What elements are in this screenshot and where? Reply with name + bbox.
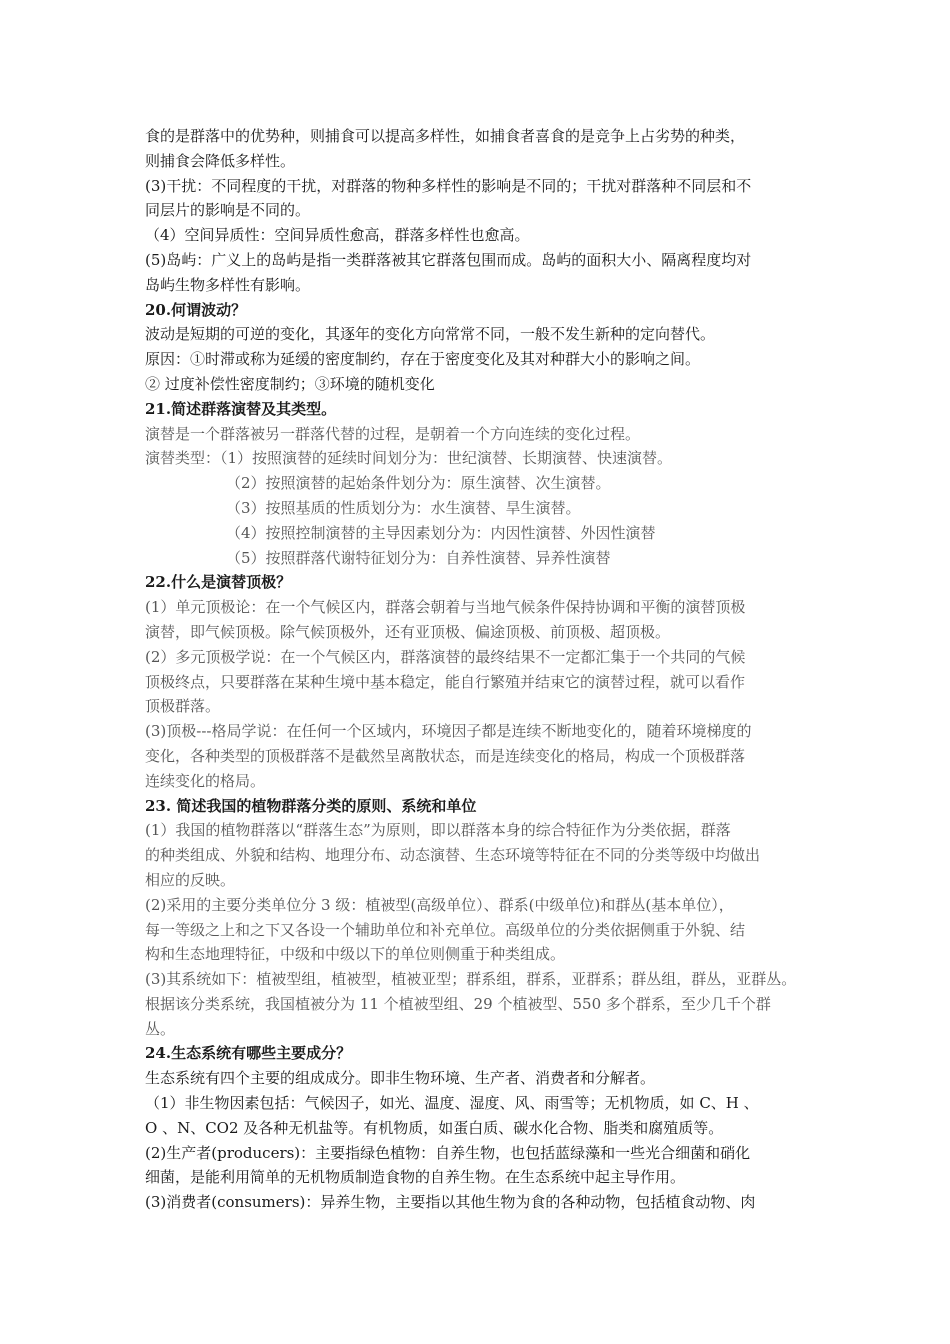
text-line: 波动是短期的可逆的变化，其逐年的变化方向常常不同，一般不发生新种的定向替代。 [145,325,716,344]
text-line: 相应的反映。 [145,870,236,889]
text-line: 演替类型：（1）按照演替的延续时间划分为：世纪演替、长期演替、快速演替。 [145,449,673,468]
question-heading-24: 24.生态系统有哪些主要成分？ [145,1044,352,1063]
text-line: (2）多元顶极学说：在一个气候区内，群落演替的最终结果不一定都汇集于一个共同的气候 [145,647,746,666]
text-line: 细菌，是能利用简单的无机物质制造食物的自养生物。在生态系统中起主导作用。 [145,1168,686,1187]
text-line: 食的是群落中的优势种，则捕食可以提高多样性，如捕食者喜食的是竞争上占劣势的种类， [145,127,746,145]
text-line: O 、N、CO2 及各种无机盐等。有机物质，如蛋白质、碳水化合物、脂类和腐殖质等。 [145,1118,724,1137]
text-line: 则捕食会降低多样性。 [145,151,296,170]
text-line: （4）按照控制演替的主导因素划分为：内因性演替、外因性演替 [226,523,656,542]
text-line: （5）按照群落代谢特征划分为：自养性演替、异养性演替 [226,548,611,567]
text-line: （3）按照基质的性质划分为：水生演替、旱生演替。 [226,498,581,517]
text-line: 丛。 [145,1019,176,1038]
question-heading-22: 22.什么是演替顶极？ [145,573,292,592]
text-line: 顶极终点，只要群落在某种生境中基本稳定，能自行繁殖并结束它的演替过程，就可以看作 [145,672,746,691]
text-line: 演替，即气候顶极。除气候顶极外，还有亚顶极、偏途顶极、前顶极、超顶极。 [145,622,671,641]
question-heading-20: 20.何谓波动？ [145,300,247,319]
text-line: (5)岛屿：广义上的岛屿是指一类群落被其它群落包围而成。岛屿的面积大小、隔离程度均对 [145,250,752,269]
text-line: 原因：①时滞或称为延缓的密度制约，存在于密度变化及其对种群大小的影响之间。 [145,350,701,369]
text-line: (3)干扰：不同程度的干扰，对群落的物种多样性的影响是不同的；干扰对群落种不同层和不 [145,176,752,195]
text-line: 演替是一个群落被另一群落代替的过程，是朝着一个方向连续的变化过程。 [145,424,641,443]
text-line: （4）空间异质性：空间异质性愈高，群落多样性也愈高。 [145,226,530,245]
text-line: 的种类组成、外貌和结构、地理分布、动态演替、生态环境等特征在不同的分类等级中均做出 [145,846,761,865]
text-line: 每一等级之上和之下又各设一个辅助单位和补充单位。高级单位的分类依据侧重于外貌、结 [145,920,746,939]
text-line: 生态系统有四个主要的组成成分。即非生物环境、生产者、消费者和分解者。 [145,1069,656,1088]
text-line: 连续变化的格局。 [145,771,266,790]
text-line: （1）非生物因素包括：气候因子，如光、温度、湿度、风、雨雪等；无机物质，如 C、H 、 [145,1094,759,1113]
question-heading-23: 23. 简述我国的植物群落分类的原则、系统和单位 [145,796,477,815]
text-line: (3)消费者(consumers)：异养生物，主要指以其他生物为食的各种动物，包括植食动物、肉 [145,1193,756,1212]
text-line: (2)生产者(producers)：主要指绿色植物：自养生物，也包括蓝绿藻和一些光合细菌和硝化 [145,1143,751,1162]
text-line: 根据该分类系统，我国植被分为 11 个植被型组、29 个植被型、550 多个群系，至少几千个群 [145,994,771,1013]
text-line: 顶极群落。 [145,697,221,716]
document-page [145,124,813,1215]
text-line: (1）我国的植物群落以“群落生态”为原则，即以群落本身的综合特征作为分类依据，群落 [145,821,731,840]
text-line: (2)采用的主要分类单位分 3 级：植被型(高级单位）、群系(中级单位)和群丛(基本单位）， [145,895,734,914]
text-line: 同层片的影响是不同的。 [145,201,311,220]
text-line: 岛屿生物多样性有影响。 [145,275,311,294]
text-line: 变化，各种类型的顶极群落不是截然呈离散状态，而是连续变化的格局，构成一个顶极群落 [145,746,746,765]
text-line: (3)顶极---格局学说：在任何一个区域内，环境因子都是连续不断地变化的，随着环境梯度的 [145,722,752,741]
text-line: ② 过度补偿性密度制约；③环境的随机变化 [145,374,435,393]
text-line: (3)其系统如下：植被型组，植被型，植被亚型；群系组，群系，亚群系；群丛组，群丛，亚群丛。 [145,970,797,989]
text-line: 构和生态地理特征，中级和中级以下的单位则侧重于种类组成。 [145,945,566,964]
text-line: （2）按照演替的起始条件划分为：原生演替、次生演替。 [226,474,611,493]
text-line: (1）单元顶极论：在一个气候区内，群落会朝着与当地气候条件保持协调和平衡的演替顶极 [145,598,746,617]
question-heading-21: 21.简述群落演替及其类型。 [145,399,337,418]
